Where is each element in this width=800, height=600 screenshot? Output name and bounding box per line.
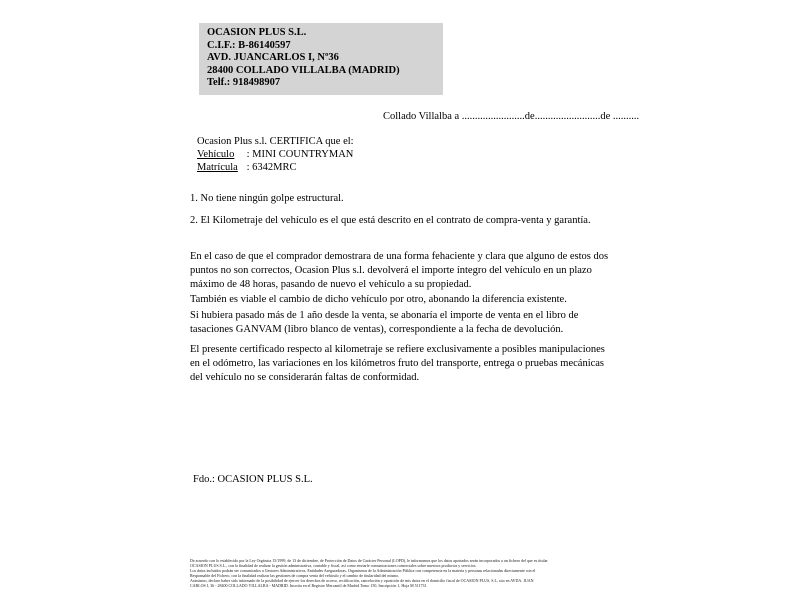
company-city: 28400 COLLADO VILLALBA (MADRID) bbox=[207, 64, 400, 76]
paragraph-exchange-option: También es viable el cambio de dicho vehículo por otro, abonando la diferencia existente. bbox=[190, 294, 567, 305]
date-line: Collado Villalba a ........................de.........................de .......... bbox=[383, 111, 640, 122]
plate-label: Matrícula bbox=[197, 162, 238, 173]
paragraph-odometer-disclaimer: El presente certificado respecto al kilometraje se refiere exclusivamente a posibles manipulaciones en el odómetro, las variaciones en los kilómetros fruto del transporte, entrega o pruebas mecánicas del vehículo no se considerarán faltas de conformidad. bbox=[190, 344, 605, 383]
company-cif: C.I.F.: B-86140597 bbox=[207, 39, 291, 51]
vehicle-value: : MINI COUNTRYMAN bbox=[246, 149, 354, 160]
certified-point-1: 1. No tiene ningún golpe estructural. bbox=[190, 193, 344, 204]
company-header-block bbox=[199, 23, 443, 95]
legal-line-3: Los datos incluidos podrán ser comunicados a Gestores Administrativos, Entidades Aseguradoras, Organismos de la Administración Pública con competencia en la materia y personas relacionadas directamente con el bbox=[190, 568, 536, 573]
legal-fine-print bbox=[190, 559, 614, 588]
paragraph-refund-terms: En el caso de que el comprador demostrara de una forma fehaciente y clara que alguno de estos dos puntos no son correctos, Ocasion Plus s.l. devolverá el importe íntegro del vehículo en un plazo máximo de 48 horas, pasando de nuevo el vehículo a su propiedad. bbox=[190, 251, 609, 290]
certification-intro: Ocasion Plus s.l. CERTIFICA que el: bbox=[197, 136, 354, 147]
vehicle-label: Vehículo bbox=[197, 149, 235, 160]
vehicle-row bbox=[197, 148, 354, 161]
certified-point-2: 2. El Kilometraje del vehículo es el que está descrito en el contrato de compra-venta y garantía. bbox=[190, 215, 591, 226]
legal-line-2: OCASIÓN PLUS S.L., con la finalidad de realizar la gestión administrativa, contable y fiscal, así como enviarle comunicaciones comerciales sobre nuestros productos y servicios. bbox=[190, 563, 477, 568]
paragraph-ganvam-valuation: Si hubiera pasado más de 1 año desde la venta, se abonaría el importe de venta en el libro de tasaciones GANVAM (libro blanco de ventas), correspondiente a la fecha de devolución. bbox=[190, 310, 579, 335]
signature-line: Fdo.: OCASION PLUS S.L. bbox=[193, 474, 313, 485]
legal-line-1: De acuerdo con lo establecido por la Ley Orgánica 15/1999, de 13 de diciembre, de Protección de Datos de Carácter Personal (LOPD), le informamos que los datos aportados serán incorporados a un fichero del que es titular bbox=[190, 559, 548, 563]
company-name: OCASION PLUS S.L. bbox=[207, 27, 307, 38]
company-address: AVD. JUANCARLOS I, Nº36 bbox=[207, 52, 339, 63]
legal-line-5: Asimismo, declaro haber sido informado de la posibilidad de ejercer los derechos de acceso, rectificación, cancelación y oposición de mis datos en el domicilio fiscal de OCASIÓN PLUS, S.L, sito en AVDA. JUAN bbox=[190, 578, 534, 583]
plate-value: : 6342MRC bbox=[246, 162, 297, 173]
legal-line-6: CARLOS I, 36 - 28400 COLLADO VILLALBA - MADRID. Inscrita en el Registro Mercantil de Madrid Tomo 150, Inscripción 1, Hoja M 511731 bbox=[190, 583, 427, 588]
company-phone: Telf.: 918498907 bbox=[207, 77, 281, 88]
legal-line-4: Responsable del Fichero, con la finalidad realizar las gestiones de compra venta del vehículo y el cambio de titularidad del mismo. bbox=[190, 573, 400, 578]
certification-block bbox=[197, 135, 354, 174]
plate-row bbox=[197, 161, 354, 174]
